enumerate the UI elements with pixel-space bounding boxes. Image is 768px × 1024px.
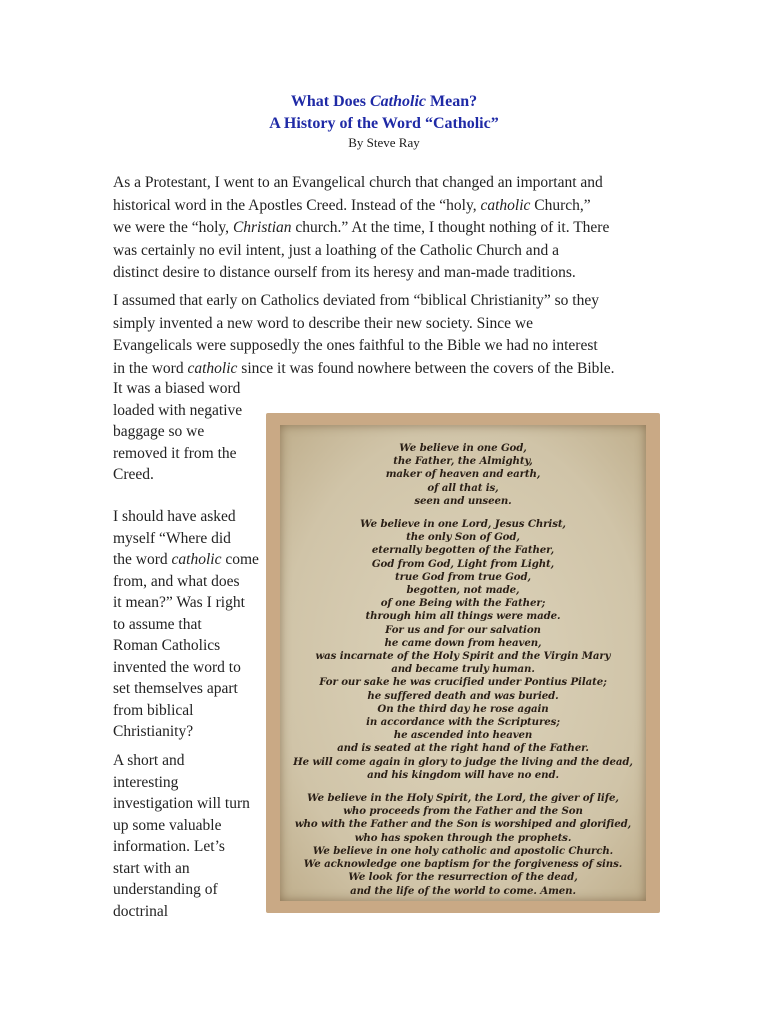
byline: By Steve Ray — [348, 135, 420, 150]
paragraph-intro: As a Protestant, I went to an Evangelical church that changed an important and historical word in the Apostles Creed. Instead of the “holy, catholic Church,” we were the “holy, Christian church.” At the time, I thought nothing of it. There was certainly no evil intent, just a loathing of the Catholic Church and a distinct desire to distance ourself from its heresy and man-made traditions. — [113, 174, 610, 281]
paragraph-assumption: I assumed that early on Catholics deviated from “biblical Christianity” so they simply invented a new word to describe their new society. Since we Evangelicals were supposedly the ones faithful to the Bible we had no interest in the word catholic since it was found nowhere between the covers of the Bible. — [113, 292, 615, 377]
document-subtitle: A History of the Word “Catholic” — [269, 115, 499, 132]
column-paragraph-investigation: A short and interesting investigation will turn up some valuable information. Let’s start with an understanding of doctrinal — [113, 752, 250, 920]
document-title: What Does Catholic Mean? — [290, 93, 478, 110]
creed-text: We believe in one God, the Father, the Almighty, maker of heaven and earth, of all that is, seen and unseen. We believe in one Lord, Jesus Christ, the only Son of God, eternally begotten of the Father, God from God, Light from Light, true God from true God, begotten, not made, of one Being with the Father; through him all things were made. For us and for our salvation he came down from heaven, was incarnate of the Holy Spirit and the Virgin Mary and became truly human. For our sake he was crucified under Pontius Pilate; he suffered death and was buried. On the third day he rose again in accordance with the Scriptures; he ascended into heaven and is seated at the right hand of the Father. He will come again in glory to judge the living and the dead, and his kingdom will have no end. We believe in the Holy Spirit, the Lord, the giver of life, who proceeds from the Father and the Son who with the Father and the Son is worshiped and glorified, who has spoken through the prophets. We believe in one holy catholic and apostolic Church. We acknowledge one baptism for the forgiveness of sins. We look for the resurrection of the dead, and the life of the world to come. Amen. — [293, 442, 633, 897]
column-paragraph-question: I should have asked myself “Where did the word catholic come from, and what does it mean?” Was I right to assume that Roman Catholics invented the word to set themselves apart from biblical Christianity? — [113, 508, 259, 740]
creed-parchment — [280, 425, 646, 901]
nicene-creed-image — [266, 413, 660, 913]
column-paragraph-biased-word: It was a biased word loaded with negative baggage so we removed it from the Creed. — [113, 380, 243, 483]
